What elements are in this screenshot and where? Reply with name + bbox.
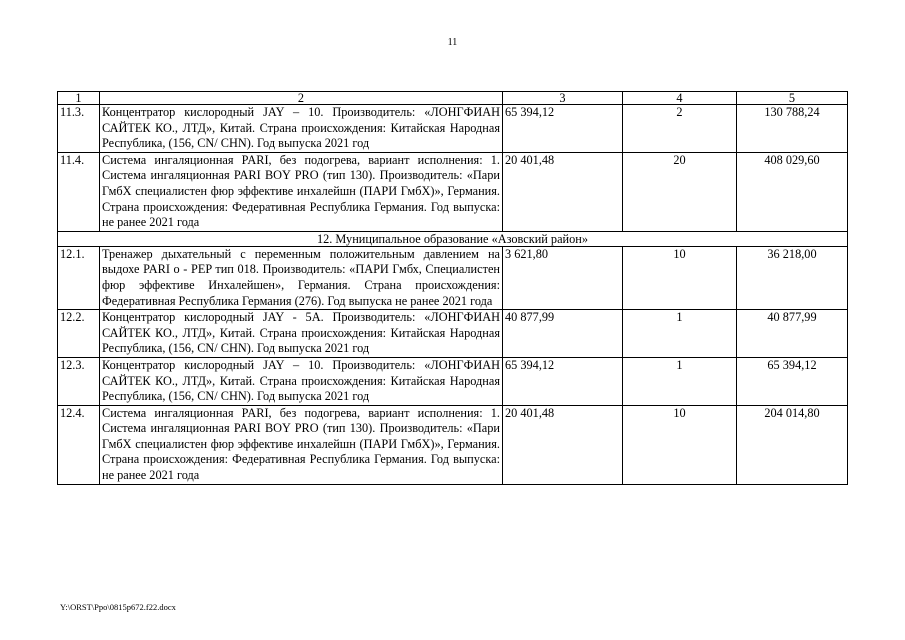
- row-description: Концентратор кислородный JAY – 10. Производитель: «ЛОНГФИАН САЙТЕК КО., ЛТД», Китай. Страна происхождения: Китайская Народная Республика, (156, CN/ CHN). Год выпуска 2021 год: [100, 357, 503, 405]
- row-quantity: 1: [623, 310, 737, 358]
- section-row: [58, 231, 848, 246]
- row-price: 20 401,48: [503, 152, 623, 231]
- column-header: 5: [737, 92, 848, 105]
- page-number: 11: [447, 37, 458, 48]
- row-description: Концентратор кислородный JAY – 10. Производитель: «ЛОНГФИАН САЙТЕК КО., ЛТД», Китай. Страна происхождения: Китайская Народная Республика, (156, CN/ CHN). Год выпуска 2021 год: [100, 105, 503, 153]
- row-description: Система ингаляционная PARI, без подогрева, вариант исполнения: 1. Система ингаляционная PARI BOY PRO (тип 130). Производитель: «Пари ГмбХ специалистен фюр эффективе инхалейшн (ПАРИ ГмбХ)», Германия. Страна происхождения: Федеративная Республика Германия. Год выпуска: не ранее 2021 года: [100, 152, 503, 231]
- row-description: Система ингаляционная PARI, без подогрева, вариант исполнения: 1. Система ингаляционная PARI BOY PRO (тип 130). Производитель: «Пари ГмбХ специалистен фюр эффективе инхалейшн (ПАРИ ГмбХ)», Германия. Страна происхождения: Федеративная Республика Германия. Год выпуска: не ранее 2021 года: [100, 405, 503, 484]
- row-description: Концентратор кислородный JAY - 5А. Производитель: «ЛОНГФИАН САЙТЕК КО., ЛТД», Китай. Страна происхождения: Китайская Народная Республика, (156, CN/ CHN). Год выпуска 2021 год: [100, 310, 503, 358]
- row-price: 20 401,48: [503, 405, 623, 484]
- row-price: 40 877,99: [503, 310, 623, 358]
- table-header-row: [58, 92, 848, 105]
- row-price: 3 621,80: [503, 246, 623, 309]
- row-price: 65 394,12: [503, 105, 623, 153]
- column-header: 2: [100, 92, 503, 105]
- row-total: 65 394,12: [737, 357, 848, 405]
- table-row: [58, 246, 848, 309]
- table-row: [58, 405, 848, 484]
- row-quantity: 10: [623, 405, 737, 484]
- row-price: 65 394,12: [503, 357, 623, 405]
- table-row: [58, 357, 848, 405]
- column-header: 4: [623, 92, 737, 105]
- row-number: 12.3.: [58, 357, 100, 405]
- row-total: 130 788,24: [737, 105, 848, 153]
- row-total: 204 014,80: [737, 405, 848, 484]
- table-row: [58, 105, 848, 153]
- column-header: 3: [503, 92, 623, 105]
- row-quantity: 2: [623, 105, 737, 153]
- row-description: Тренажер дыхательный с переменным положительным давлением на выдохе PARI o - PEP тип 018. Производитель: «ПАРИ Гмбх, Специалистен фюр эффективе Инхалейшен», Германия. Страна происхождения: Федеративная Республика Германия (276). Год выпуска не ранее 2021 года: [100, 246, 503, 309]
- column-header: 1: [58, 92, 100, 105]
- items-table: [57, 91, 848, 485]
- row-number: 12.1.: [58, 246, 100, 309]
- row-number: 12.4.: [58, 405, 100, 484]
- row-number: 11.3.: [58, 105, 100, 153]
- footer-file-path: Y:\ORST\Ppo\0815p672.f22.docx: [60, 602, 176, 612]
- row-quantity: 10: [623, 246, 737, 309]
- section-title: 12. Муниципальное образование «Азовский район»: [58, 231, 848, 246]
- row-total: 40 877,99: [737, 310, 848, 358]
- row-quantity: 1: [623, 357, 737, 405]
- table-row: [58, 310, 848, 358]
- row-total: 408 029,60: [737, 152, 848, 231]
- row-total: 36 218,00: [737, 246, 848, 309]
- table-row: [58, 152, 848, 231]
- row-quantity: 20: [623, 152, 737, 231]
- row-number: 12.2.: [58, 310, 100, 358]
- row-number: 11.4.: [58, 152, 100, 231]
